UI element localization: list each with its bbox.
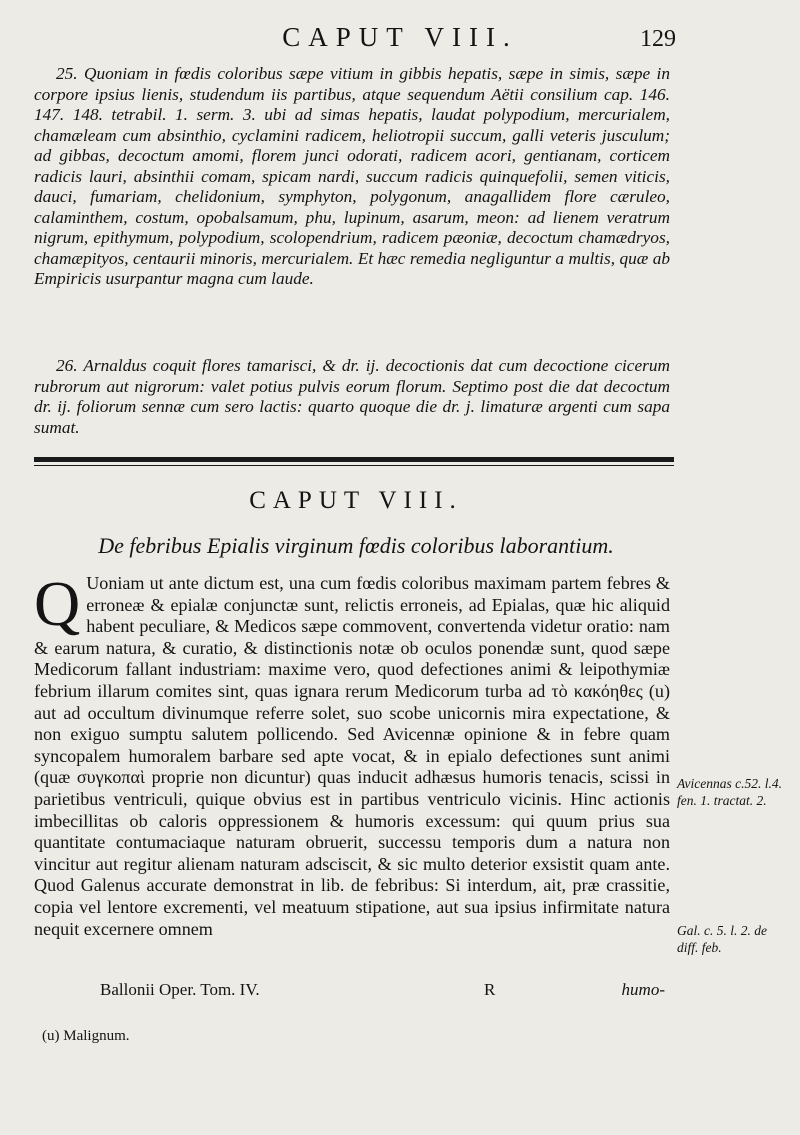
signature-mark: R [484, 980, 496, 999]
page-header [0, 18, 800, 58]
volume-signature: Ballonii Oper. Tom. IV. [100, 980, 260, 999]
chapter-subtitle: De febribus Epialis virginum fœdis coloribus laborantium. [98, 533, 614, 558]
chapter-body [34, 568, 670, 940]
paragraph-26-text: 26. Arnaldus coquit flores tamarisci, & dr. ij. decoctionis dat cum decoctione cicerum rubrorum aut nigrorum: valet potius pulvis eorum florum. Septimo post die dat decoctum dr. ij. foliorum sennæ cum sero lactis: quarto quoque die dr. j. limaturæ argenti cum sapa sumat. [34, 356, 670, 437]
catchword: humo- [621, 980, 665, 999]
footnote: (u) Malignum. [42, 1028, 130, 1044]
running-title: CAPUT VIII. [282, 22, 518, 52]
chapter-body-paragraph [34, 568, 670, 940]
divider-thin [34, 465, 674, 466]
margin-note-avicenna: Avicennas c.52. l.4. fen. 1. tractat. 2. [677, 776, 782, 808]
chapter-body-text: Uoniam ut ante dictum est, una cum fœdis coloribus maximam partem febres & erroneæ & epialæ conjunctæ sunt, relictis erroneis, ad Epialas, quæ hic aliquid habent peculiare, & Medicos sæpe commovent, convertenda videtur oratio: nam & earum natura, & curatio, & distinctionis notæ ob oculos ponendæ sunt, quod sæpe Medicorum fallant industriam: maxime vero, quod defectiones animi & leipothymiæ febrium illarum comites sint, quas ignara rerum Medicorum turba ad τὸ κακόηθες (u) aut ad occultum divinumque referre solet, suo scobe unicornis mira expectatione, & non exiguo sumptu salutem pollicendo. Sed Avicennæ opinione & in febre quam syncopalem humoralem barbare sed apte vocat, & in epialo defectiones sunt animi (quæ συγκοπαὶ proprie non dicuntur) quas inducit adhæsus humoris tenacis, scissi in parietibus ventriculi, quique obvius est in partibus ventriculo vicinis. Hinc actionis imbecillitas ob caloris oppressionem & humoris excessum: qui quum prius sua quantitate contumaciaque naturam obruerit, successu temporis dum a natura non vincitur aut regitur alienam naturam adsciscit, & sic multo deterior exsistit quam ante. Quod Galenus accurate demonstrat in lib. de febribus: Si interdum, ait, præ crassitie, copia vel lentore excrementi, vel meatuum stipatione, aut sua ipsius infirmitate natura nequit excernere omnem [34, 573, 670, 939]
paragraph-26 [34, 356, 670, 438]
drop-cap: Q [34, 568, 81, 639]
chapter-title: CAPUT VIII. [249, 487, 463, 514]
paragraph-25 [34, 64, 670, 290]
divider-thick [34, 457, 674, 462]
paragraph-25-text: 25. Quoniam in fœdis coloribus sæpe vitium in gibbis hepatis, sæpe in simis, sæpe in corpore ipsius lienis, studendum iis partibus, atque sequendum Aëtii consilium cap. 146. 147. 148. tetrabil. 1. serm. 3. ubi ad simas hepatis, laudat polypodium, mercurialem, chamæleam cum absinthio, cyclamini radicem, heliotropii succum, galli veteris jusculum; ad gibbas, decoctum amomi, florem junci odorati, radicem acori, gentianam, corticem radicis lauri, absinthii comam, spicam nardi, succum radicis quinquefolii, semen viticis, dauci, fumariam, chelidonium, symphyton, polygonum, anagallidem flore cæruleo, calaminthem, costum, opobalsamum, phu, lupinum, asarum, meon: ad lienem veratrum nigrum, epithymum, polypodium, scolopendrium, radicem pæoniæ, decoctum chamædryos, chamæpityos, centaurii minoris, mercurialem. Et hæc remedia negliguntur a multis, quæ ab Empiricis usurpantur magna cum laude. [34, 64, 670, 288]
margin-note-galen: Gal. c. 5. l. 2. de diff. feb. [677, 923, 767, 955]
page-number: 129 [640, 26, 676, 52]
